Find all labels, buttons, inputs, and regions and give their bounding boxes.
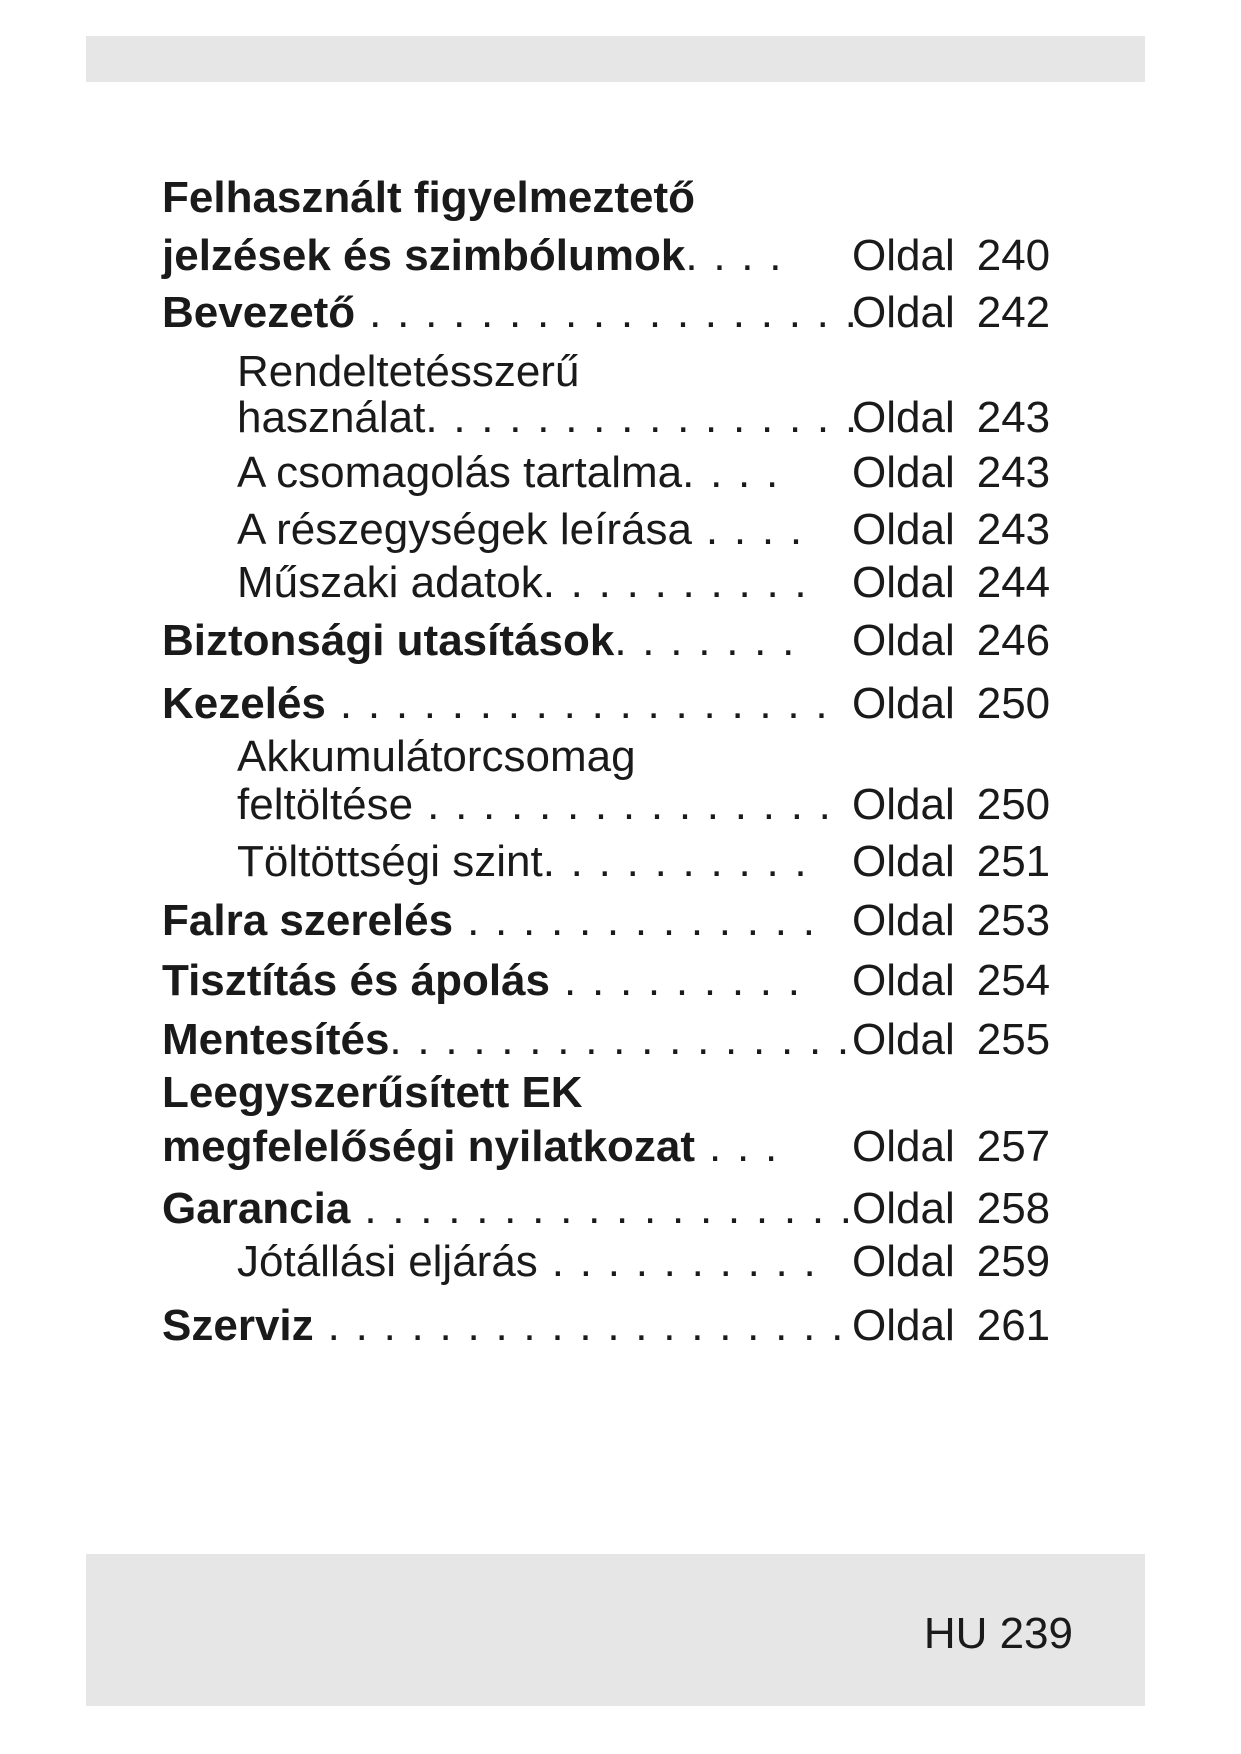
toc-entry-line xyxy=(237,388,859,448)
toc-page-label: Oldal xyxy=(852,1237,955,1286)
page-number: HU 239 xyxy=(923,1609,1073,1658)
toc-entry-line xyxy=(237,500,804,560)
toc-entry-title: Rendeltetésszerű xyxy=(237,347,580,396)
toc-page-label: Oldal xyxy=(852,679,955,728)
toc-page-reference xyxy=(852,891,1050,951)
toc-page-number: 250 xyxy=(976,679,1051,728)
toc-page-number: 243 xyxy=(976,393,1051,442)
toc-page-label: Oldal xyxy=(852,448,955,497)
toc-leader-dots: . . . . . . . . . xyxy=(550,956,802,1005)
toc-page-reference xyxy=(852,611,1050,671)
toc-entry-line xyxy=(162,891,817,951)
toc-page-number: 259 xyxy=(976,1237,1051,1286)
toc-entry-line xyxy=(162,1296,845,1356)
toc-entry-title: Bevezető xyxy=(162,288,356,337)
toc-page-reference xyxy=(852,388,1050,448)
toc-leader-dots: . . . . . . . xyxy=(614,616,797,665)
toc-leader-dots: . . . . . . . . . . . . . . . . xyxy=(425,393,859,442)
toc-entry-title: Biztonsági utasítások xyxy=(162,616,615,665)
toc-page-label: Oldal xyxy=(852,1184,955,1233)
toc-leader-dots: . . . . xyxy=(682,448,780,497)
toc-page-label: Oldal xyxy=(852,231,955,280)
toc-page-reference xyxy=(852,1296,1050,1356)
toc-entry-line xyxy=(162,168,695,228)
toc-page-number: 244 xyxy=(976,558,1051,607)
table-of-contents xyxy=(162,0,1082,1500)
toc-page-label: Oldal xyxy=(852,393,955,442)
toc-entry-title: Falra szerelés xyxy=(162,896,454,945)
toc-leader-dots: . . . . . . . . . . . . . . . . . . xyxy=(355,288,859,337)
toc-entry-line xyxy=(162,951,802,1011)
toc-page-label: Oldal xyxy=(852,837,955,886)
toc-entry-title: Kezelés xyxy=(162,679,326,728)
toc-page-number: 257 xyxy=(976,1122,1051,1171)
toc-page-number: 242 xyxy=(976,288,1051,337)
toc-page-number: 255 xyxy=(976,1015,1051,1064)
toc-page-reference xyxy=(852,283,1050,343)
toc-page-reference xyxy=(852,832,1050,892)
toc-entry-line xyxy=(162,1179,854,1239)
toc-entry-title: Jótállási eljárás xyxy=(237,1237,538,1286)
toc-entry-line xyxy=(162,1010,851,1070)
toc-page-number: 258 xyxy=(976,1184,1051,1233)
toc-entry-title: Leegyszerűsített EK xyxy=(162,1068,583,1117)
toc-page-number: 250 xyxy=(976,780,1051,829)
toc-page-reference xyxy=(852,1179,1050,1239)
toc-entry-title: Szerviz xyxy=(162,1301,314,1350)
toc-entry-title: Garancia xyxy=(162,1184,351,1233)
toc-leader-dots: . . . . . . . . . . . . . xyxy=(453,896,817,945)
toc-page-label: Oldal xyxy=(852,956,955,1005)
toc-entry-title: Mentesítés xyxy=(162,1015,390,1064)
toc-leader-dots: . . . . . . . . . . . . . . . . . . xyxy=(350,1184,854,1233)
toc-entry-line xyxy=(162,226,783,286)
toc-entry-title: A csomagolás tartalma xyxy=(237,448,683,497)
toc-entry-title: megfelelőségi nyilatkozat xyxy=(162,1122,696,1171)
toc-page-reference xyxy=(852,226,1050,286)
toc-page-label: Oldal xyxy=(852,780,955,829)
toc-entry-title: Műszaki adatok xyxy=(237,558,543,607)
toc-page-label: Oldal xyxy=(852,558,955,607)
toc-leader-dots: . . . . . . . . . . xyxy=(542,837,809,886)
toc-page-number: 243 xyxy=(976,505,1051,554)
toc-page-reference xyxy=(852,553,1050,613)
toc-entry-line xyxy=(237,832,808,892)
toc-page-reference xyxy=(852,775,1050,835)
toc-entry-title: A részegységek leírása xyxy=(237,505,692,554)
toc-leader-dots: . . . . xyxy=(685,231,784,280)
toc-leader-dots: . . . . . . . . . . . . . . . . . . xyxy=(325,679,830,728)
toc-page-number: 253 xyxy=(976,896,1051,945)
toc-entry-line xyxy=(237,443,780,503)
toc-page-reference xyxy=(852,951,1050,1011)
toc-leader-dots: . . . xyxy=(695,1122,779,1171)
toc-page-label: Oldal xyxy=(852,1015,955,1064)
toc-leader-dots: . . . . . . . . . . . . . . . . . xyxy=(389,1015,851,1064)
toc-leader-dots: . . . . . . . . . . . . . . . xyxy=(413,780,833,829)
toc-page-reference xyxy=(852,443,1050,503)
toc-entry-line xyxy=(162,1117,779,1177)
footer-band xyxy=(86,1554,1145,1706)
toc-entry-line xyxy=(237,1232,818,1292)
toc-entry-title: használat xyxy=(237,393,426,442)
toc-page-reference xyxy=(852,1232,1050,1292)
toc-page-number: 254 xyxy=(976,956,1051,1005)
toc-leader-dots: . . . . xyxy=(691,505,804,554)
toc-page-number: 246 xyxy=(976,616,1051,665)
toc-entry-line xyxy=(162,1063,583,1123)
toc-page-reference xyxy=(852,1010,1050,1070)
toc-page-number: 243 xyxy=(976,448,1051,497)
toc-page-number: 251 xyxy=(976,837,1051,886)
toc-entry-title: Tisztítás és ápolás xyxy=(162,956,551,1005)
toc-entry-line xyxy=(237,553,808,613)
toc-page-number: 240 xyxy=(976,231,1051,280)
toc-page-reference xyxy=(852,674,1050,734)
toc-entry-title: Töltöttségi szint xyxy=(237,837,543,886)
toc-entry-title: Akkumulátorcsomag xyxy=(237,732,636,781)
toc-page-label: Oldal xyxy=(852,1301,955,1350)
toc-entry-line xyxy=(162,674,829,734)
toc-leader-dots: . . . . . . . . . . . . . . . . . . . xyxy=(313,1301,846,1350)
toc-entry-line xyxy=(237,775,833,835)
toc-page-label: Oldal xyxy=(852,288,955,337)
toc-entry-line xyxy=(162,283,859,343)
toc-page-reference xyxy=(852,500,1050,560)
toc-page-label: Oldal xyxy=(852,896,955,945)
toc-page-reference xyxy=(852,1117,1050,1177)
toc-page-label: Oldal xyxy=(852,505,955,554)
toc-entry-title: jelzések és szimbólumok xyxy=(162,231,686,280)
toc-entry-title: feltöltése xyxy=(237,780,414,829)
toc-leader-dots: . . . . . . . . . . xyxy=(537,1237,818,1286)
toc-entry-line xyxy=(162,611,796,671)
toc-entry-title: Felhasznált figyelmeztető xyxy=(162,173,696,222)
toc-page-label: Oldal xyxy=(852,616,955,665)
toc-leader-dots: . . . . . . . . . . xyxy=(542,558,809,607)
toc-page-number: 261 xyxy=(976,1301,1051,1350)
toc-page-label: Oldal xyxy=(852,1122,955,1171)
